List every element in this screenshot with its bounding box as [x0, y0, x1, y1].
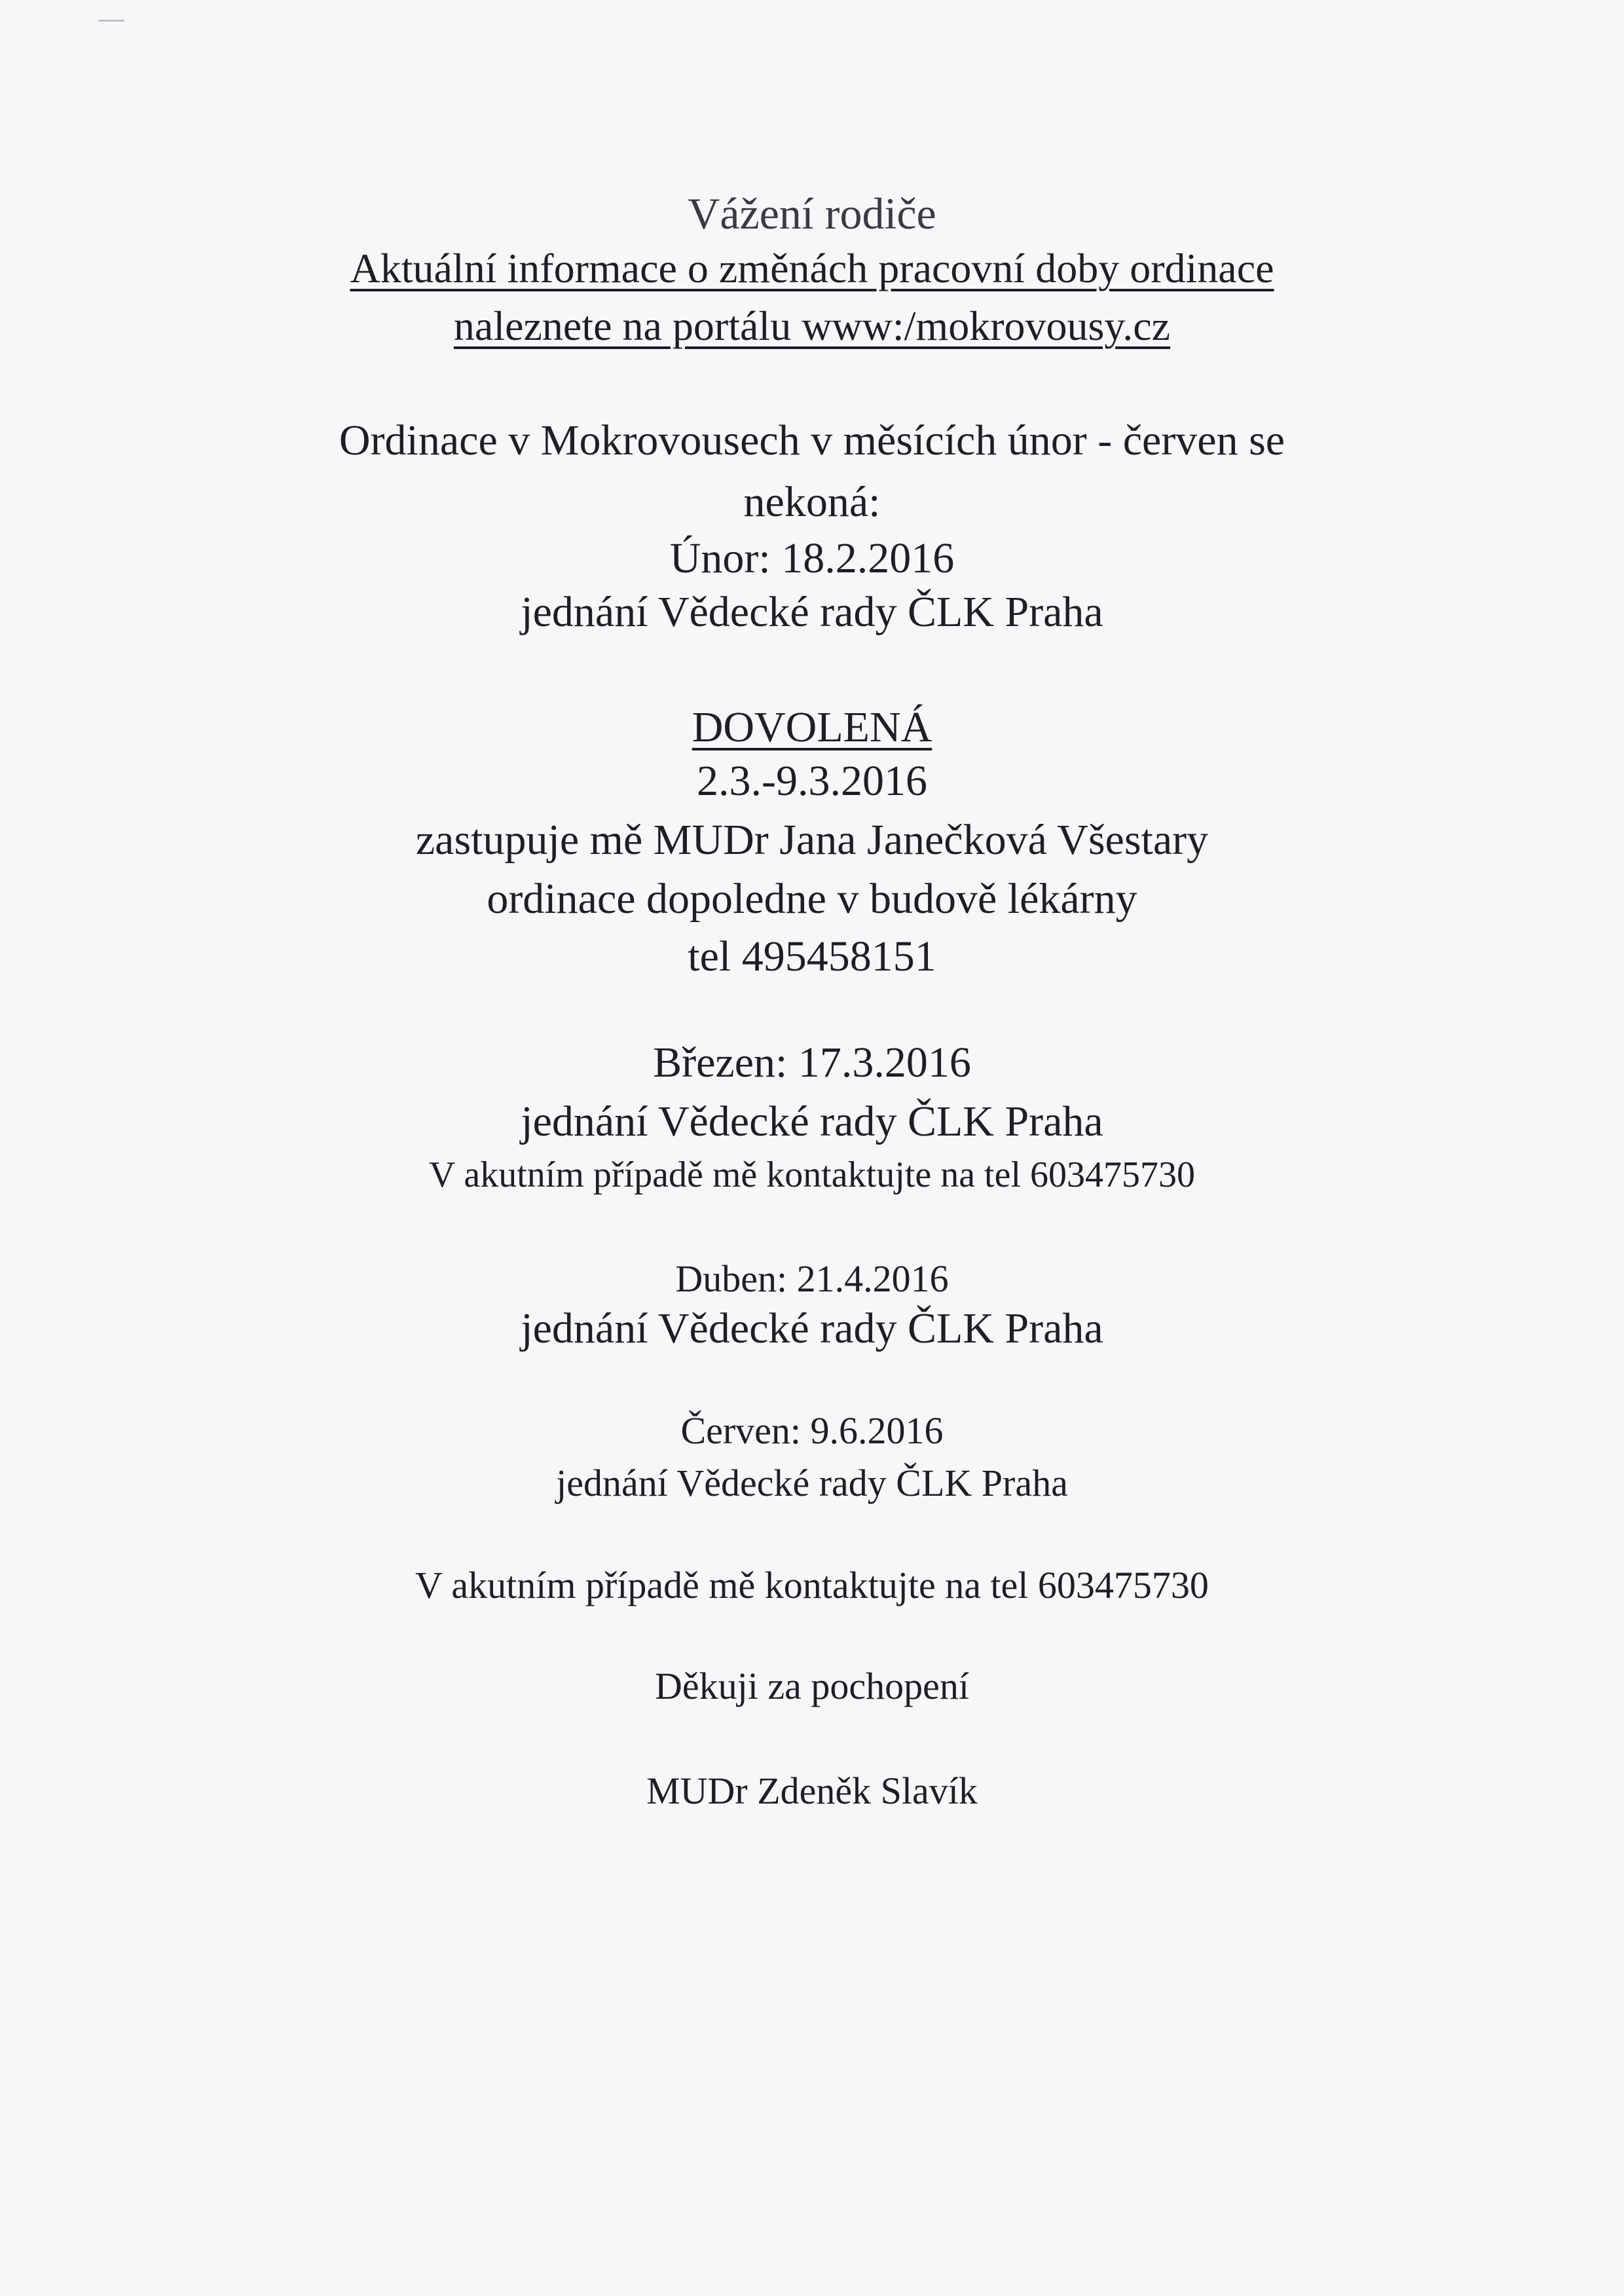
- unor-date: Únor: 18.2.2016: [669, 534, 955, 582]
- signature: MUDr Zdeněk Slavík: [646, 1769, 978, 1812]
- scan-speck: [98, 20, 124, 22]
- brezen-date: Březen: 17.3.2016: [653, 1039, 971, 1086]
- brezen-event: jednání Vědecké rady ČLK Praha: [521, 1098, 1103, 1145]
- dovolena-title: DOVOLENÁ: [692, 703, 932, 751]
- dovolena-office: ordinace dopoledne v budově lékárny: [487, 875, 1137, 923]
- dovolena-substitute: zastupuje mě MUDr Jana Janečková Všestary: [415, 816, 1209, 864]
- cerven-event: jednání Vědecké rady ČLK Praha: [556, 1462, 1068, 1504]
- brezen-contact: V akutním případě mě kontaktujte na tel 603475730: [428, 1155, 1196, 1195]
- duben-date: Duben: 21.4.2016: [675, 1257, 949, 1300]
- thanks: Děkuji za pochopení: [655, 1665, 969, 1707]
- dovolena-phone: tel 495458151: [688, 933, 936, 980]
- dovolena-dates: 2.3.-9.3.2016: [697, 757, 927, 805]
- greeting: Vážení rodiče: [688, 189, 936, 238]
- notice-line-2: naleznete na portálu www:/mokrovousy.cz: [453, 303, 1171, 349]
- final-contact: V akutním případě mě kontaktujte na tel 603475730: [415, 1564, 1209, 1606]
- unor-event: jednání Vědecké rady ČLK Praha: [521, 588, 1103, 636]
- duben-event: jednání Vědecké rady ČLK Praha: [521, 1305, 1103, 1352]
- closure-line-2: nekoná:: [743, 478, 881, 526]
- closure-line-1: Ordinace v Mokrovousech v měsících únor - červen se: [339, 417, 1285, 464]
- notice-line-1: Aktuální informace o změnách pracovní doby ordinace: [350, 245, 1274, 291]
- cerven-date: Červen: 9.6.2016: [680, 1409, 944, 1452]
